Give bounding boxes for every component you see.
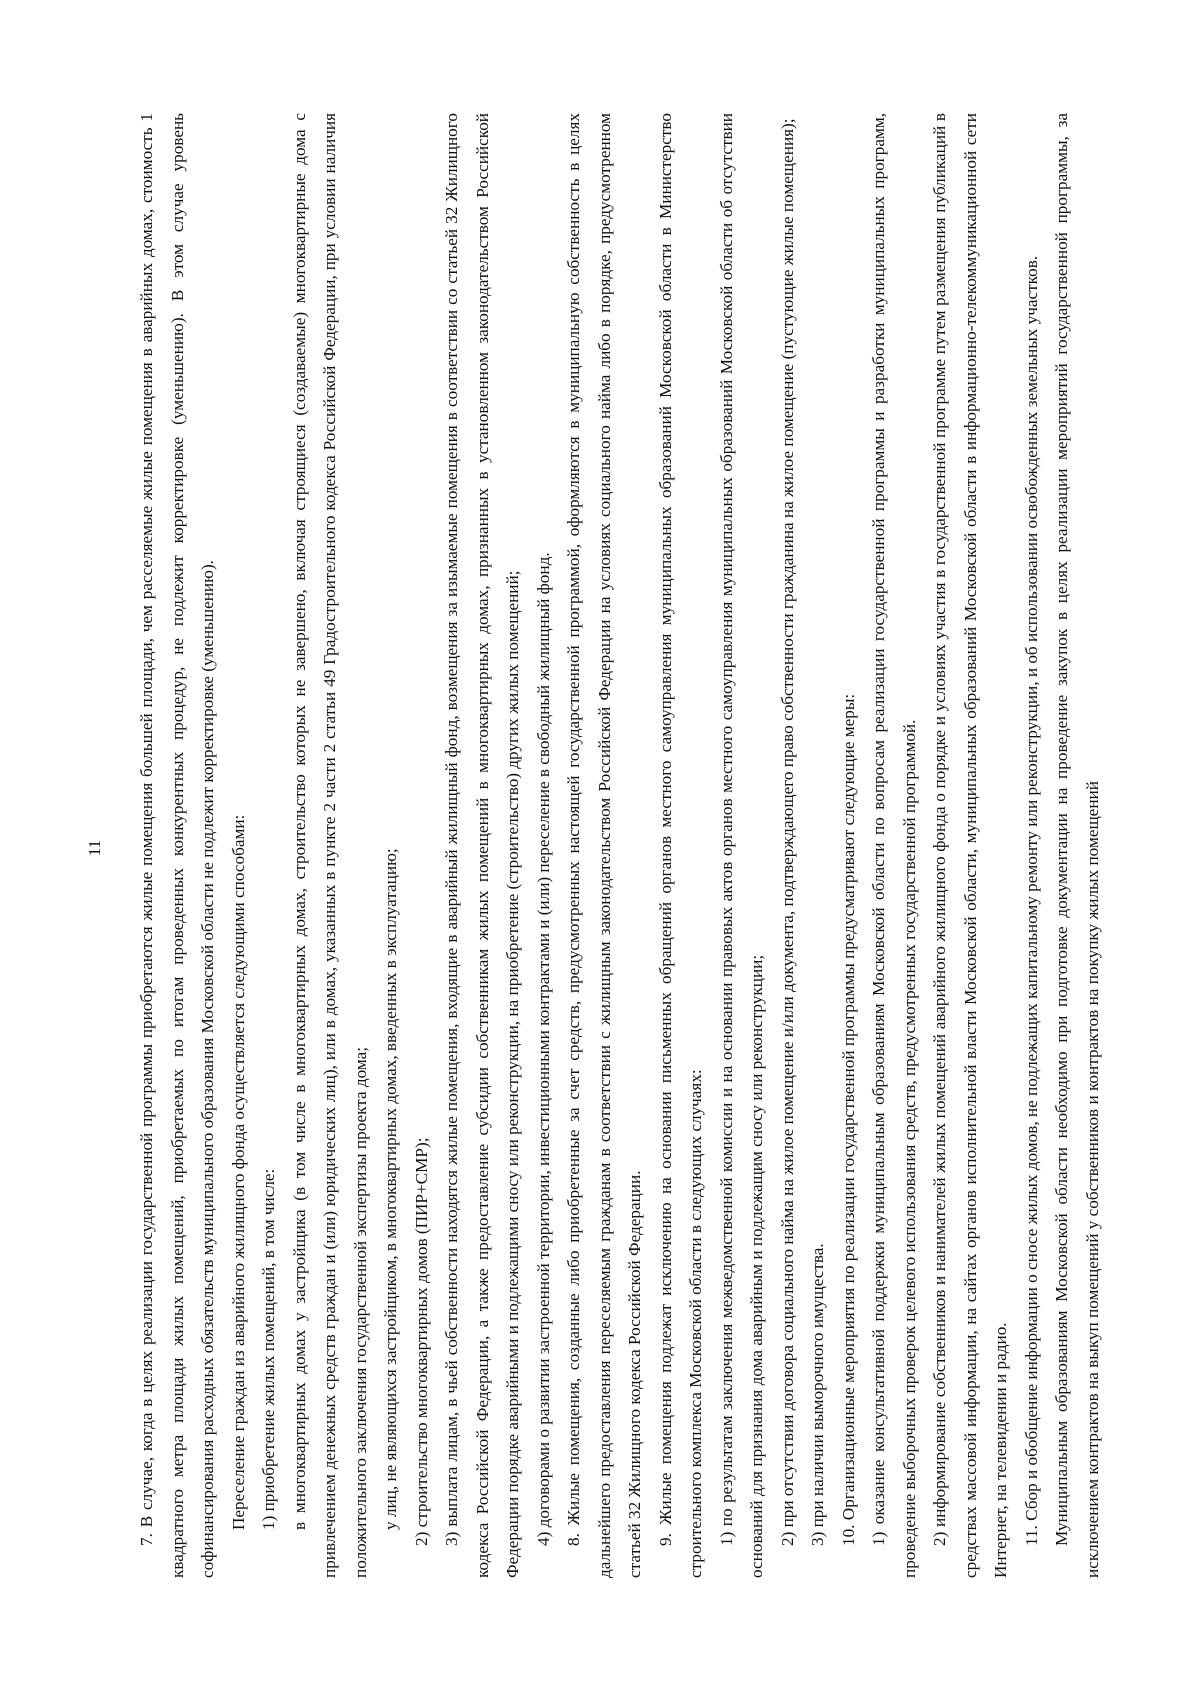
paragraph-8: 8. Жилые помещения, созданные либо приобретенные за счет средств, предусмотренных настоящей государственной программой, оформляются в муниципальную собственность в целях дальнейшего предоставления переселяемым гражданам в соответствии с жилищным законодательством Российской Федерации на условиях социального найма либо в порядке, предусмотренном статьей 32 Жилищного кодекса Российской Федерации. xyxy=(564,113,644,1578)
paragraph-9-3: 3) при наличии выморочного имущества. xyxy=(808,1243,827,1546)
paragraph-method-3: 3) выплата лицам, в чьей собственности находятся жилые помещения, входящие в аварийный жилищный фонд, возмещения за изымаемые помещения в соответствии со статьей 32 Жилищного кодекса Российской Федерации, а также предоставление субсидии собственникам жилых помещений в многоквартирных домах, признанных в установленном законодательством Российской Федерации порядке аварийными и подлежащими сносу или реконструкции, на приобретение (строительство) других жилых помещений; xyxy=(442,113,522,1578)
paragraph-10-2: 2) информирование собственников и нанимателей жилых помещений аварийного жилищного фонда о порядке и условиях участия в государственной программе путем размещения публикаций в средствах массовой информации, на сайтах органов исполнительной власти Московской области, муниципальных образований Московской области в информационно-телекоммуникационной сети Интернет, на телевидении и радио. xyxy=(930,113,1010,1578)
document-body xyxy=(132,113,1108,1578)
paragraph-11: 11. Сбор и обобщение информации о сносе жилых домов, не подлежащих капитальному ремонту или реконструкции, и об использовании освобожденных земельных участков. xyxy=(1021,255,1041,1546)
paragraph-method-2: 2) строительство многоквартирных домов (ПИР+СМР); xyxy=(411,1137,431,1546)
paragraph-9: 9. Жилые помещения подлежат исключению на основании письменных обращений органов местного самоуправления муниципальных образований Московской области в Министерство строительного комплекса Московской области в следующих случаях: xyxy=(655,113,705,1578)
paragraph-resettlement-methods: Переселение граждан из аварийного жилищного фонда осуществляется следующими способами: xyxy=(228,814,248,1530)
paragraph-9-1: 1) по результатам заключения межведомственной комиссии и на основании правовых актов органов местного самоуправления муниципальных образований Московской области об отсутствии оснований для признания дома аварийным и подлежащим сносу или реконструкции; xyxy=(716,113,766,1578)
paragraph-method-1: 1) приобретение жилых помещений, в том числе: xyxy=(259,1168,278,1530)
paragraph-10: 10. Организационные мероприятия по реализации государственной программы предусматривают следующие меры: xyxy=(838,693,858,1546)
rotated-sheet xyxy=(80,98,1120,1598)
paragraph-9-2: 2) при отсутствии договора социального найма на жилое помещение и/или документа, подтверждающего право собственности гражданина на жилое помещение (пустующие жилые помещения); xyxy=(777,118,797,1546)
paragraph-10-1: 1) оказание консультативной поддержки муниципальным образованиям Московской области по вопросам реализации государственной программы и разработки муниципальных программ, проведение выборочных проверок целевого использования средств, предусмотренных государственной программой. xyxy=(869,113,919,1578)
page-number: 11 xyxy=(85,839,104,857)
paragraph-method-1a: в многоквартирных домах у застройщика (в том числе в многоквартирных домах, строительство которых не завершено, включая строящиеся (создаваемые) многоквартирные дома с привлечением денежных средств граждан и (или) юридических лиц), или в домах, указанных в пункте 2 части 2 статьи 49 Градостроительного кодекса Российской Федерации, при условии наличия положительного заключения государственной экспертизы проекта дома; xyxy=(289,113,370,1578)
paragraph-municipal: Муниципальным образованиям Московской области необходимо при подготовке документации на проведение закупок в целях реализации мероприятий государственной программы, за исключением контрактов на выкуп помещений у собственников и контрактов на покупку жилых помещений xyxy=(1052,113,1102,1578)
paragraph-method-1b: у лиц, не являющихся застройщиком, в многоквартирных домах, введенных в эксплуатацию; xyxy=(381,848,400,1530)
paragraph-method-4: 4) договорами о развитии застроенной территории, инвестиционными контрактами и (или) переселение в свободный жилищный фонд. xyxy=(533,552,553,1546)
paragraph-7: 7. В случае, когда в целях реализации государственной программы приобретаются жилые помещения большей площади, чем расселяемые жилые помещения в аварийных домах, стоимость 1 квадратного метра площади жилых помещений, приобретаемых по итогам проведенных конкурентных процедур, не подлежит корректировке (уменьшению). В этом случае уровень софинансирования расходных обязательств муниципального образования Московской области не подлежит корректировке (уменьшению). xyxy=(137,113,217,1578)
